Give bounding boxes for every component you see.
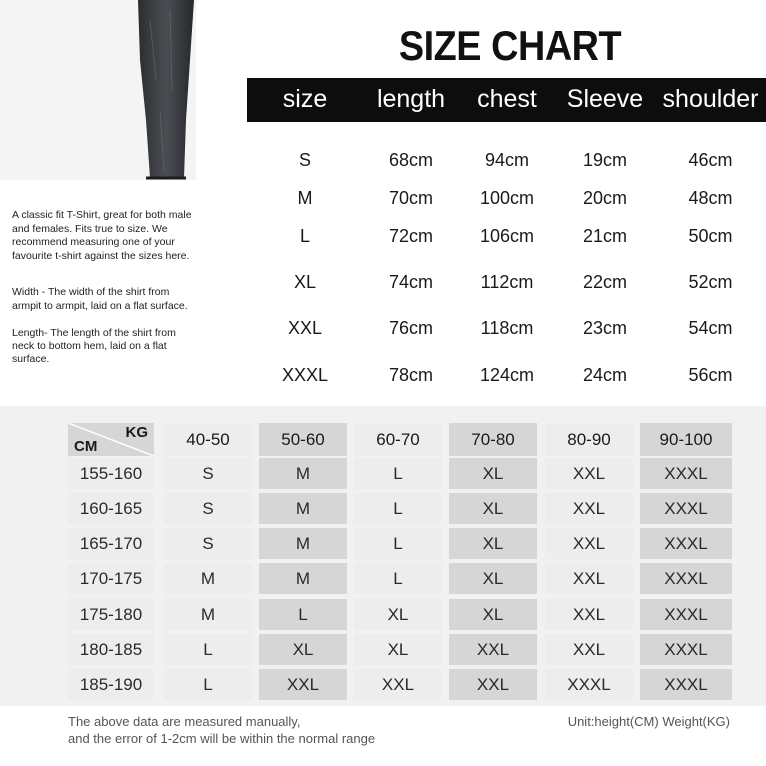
- height-row-header: 165-170: [68, 528, 154, 559]
- description-width: Width - The width of the shirt from armpit to armpit, laid on a flat surface.: [12, 286, 188, 312]
- size-cell: M: [164, 563, 252, 594]
- weight-header-cell: 50-60: [259, 423, 347, 456]
- measurement-cell: 46cm: [688, 150, 733, 170]
- size-cell: XL: [449, 458, 537, 489]
- table-corner-cell: [68, 423, 154, 456]
- measurement-disclaimer: The above data are measured manually, and the error of 1-2cm will be within the normal range: [68, 714, 376, 746]
- measurement-cell: 56cm: [688, 365, 733, 385]
- size-cell: S: [164, 493, 252, 524]
- size-cell: S: [164, 528, 252, 559]
- description-intro: A classic fit T-Shirt, great for both male and females. Fits true to size. We recommend measuring one of your favourite t-shirt against the sizes here.: [12, 209, 192, 262]
- measurement-cell: XXL: [287, 318, 323, 338]
- size-cell: XXL: [545, 634, 633, 665]
- measurement-cell: 70cm: [388, 188, 433, 208]
- measurement-row: [247, 308, 766, 348]
- size-cell: L: [354, 493, 442, 524]
- size-cell: M: [259, 458, 347, 489]
- size-cell: S: [164, 458, 252, 489]
- page-title-text: SIZE CHART: [398, 22, 622, 69]
- measurement-cell: 118cm: [480, 318, 534, 338]
- corner-label-kg: KG: [125, 424, 148, 441]
- size-cell: XXL: [449, 669, 537, 700]
- size-cell: L: [164, 669, 252, 700]
- measurement-cell: 78cm: [388, 365, 433, 385]
- weight-header-cell: 70-80: [449, 423, 537, 456]
- measurement-row: [247, 262, 766, 302]
- measurement-cell: 54cm: [688, 318, 733, 338]
- size-cell: XXXL: [640, 493, 732, 524]
- size-cell: M: [259, 493, 347, 524]
- size-cell: XL: [449, 563, 537, 594]
- measurement-cell: 94cm: [484, 150, 529, 170]
- size-cell: M: [259, 563, 347, 594]
- height-row-header: 180-185: [68, 634, 154, 665]
- height-row-header: 170-175: [68, 563, 154, 594]
- page-title: [272, 22, 747, 70]
- height-row-header: 175-180: [68, 599, 154, 630]
- product-photo-jeans: [0, 0, 196, 180]
- size-cell: XXXL: [640, 563, 732, 594]
- measurement-cell: 19cm: [582, 150, 627, 170]
- description-length: Length- The length of the shirt from neck to bottom hem, laid on a flat surface.: [12, 326, 176, 366]
- measurement-cell: 20cm: [582, 188, 627, 208]
- measurement-row: [247, 178, 766, 218]
- height-row-header: 185-190: [68, 669, 154, 700]
- corner-label-cm: CM: [74, 438, 98, 455]
- weight-header-cell: 90-100: [640, 423, 732, 456]
- size-cell: XXL: [545, 599, 633, 630]
- size-cell: XXL: [545, 493, 633, 524]
- size-cell: XXL: [545, 528, 633, 559]
- size-cell: M: [164, 599, 252, 630]
- measurement-cell: 76cm: [388, 318, 433, 338]
- size-cell: L: [164, 634, 252, 665]
- measurement-cell: 24cm: [582, 365, 627, 385]
- measurement-table-header: [247, 78, 766, 122]
- size-cell: XXXL: [640, 458, 732, 489]
- measurement-cell: 106cm: [479, 226, 535, 246]
- size-cell: XXL: [354, 669, 442, 700]
- size-cell: XXXL: [545, 669, 633, 700]
- size-cell: XL: [354, 599, 442, 630]
- size-cell: XL: [449, 599, 537, 630]
- size-cell: XXL: [449, 634, 537, 665]
- jeans-leg-illustration: [0, 0, 196, 180]
- measurement-cell: 22cm: [582, 272, 627, 292]
- measurement-cell: XXXL: [281, 365, 329, 385]
- measurement-cell: 124cm: [479, 365, 535, 385]
- measurement-cell: L: [299, 226, 310, 246]
- weight-header-cell: 60-70: [354, 423, 442, 456]
- unit-note: Unit:height(CM) Weight(KG): [567, 714, 730, 729]
- size-cell: XXL: [545, 563, 633, 594]
- size-cell: XL: [449, 528, 537, 559]
- size-cell: XXXL: [640, 669, 732, 700]
- weight-header-cell: 40-50: [164, 423, 252, 456]
- measurement-row: [247, 140, 766, 180]
- measurement-cell: 100cm: [479, 188, 535, 208]
- size-cell: L: [354, 563, 442, 594]
- header-cell-sleeve: Sleeve: [566, 85, 644, 113]
- measurement-cell: 112cm: [480, 272, 534, 292]
- measurement-cell: 21cm: [582, 226, 627, 246]
- height-row-header: 160-165: [68, 493, 154, 524]
- measurement-row: [247, 216, 766, 256]
- size-cell: XXXL: [640, 634, 732, 665]
- height-row-header: 155-160: [68, 458, 154, 489]
- measurement-cell: XL: [293, 272, 317, 292]
- measurement-cell: 72cm: [388, 226, 433, 246]
- header-cell-size: size: [282, 85, 328, 113]
- size-cell: XXXL: [640, 528, 732, 559]
- size-cell: XL: [354, 634, 442, 665]
- measurement-cell: S: [298, 150, 311, 170]
- measurement-cell: 74cm: [388, 272, 433, 292]
- measurement-cell: 48cm: [688, 188, 733, 208]
- measurement-cell: 50cm: [688, 226, 733, 246]
- size-cell: L: [259, 599, 347, 630]
- size-cell: XXL: [259, 669, 347, 700]
- header-cell-chest: chest: [477, 85, 537, 113]
- measurement-cell: 68cm: [388, 150, 433, 170]
- measurement-row: [247, 355, 766, 395]
- measurement-cell: M: [297, 188, 313, 208]
- size-cell: XL: [259, 634, 347, 665]
- weight-header-cell: 80-90: [545, 423, 633, 456]
- size-cell: M: [259, 528, 347, 559]
- header-cell-shoulder: shoulder: [662, 85, 759, 113]
- size-cell: XXXL: [640, 599, 732, 630]
- measurement-cell: 52cm: [688, 272, 733, 292]
- size-cell: L: [354, 528, 442, 559]
- size-cell: XXL: [545, 458, 633, 489]
- product-description: [12, 196, 198, 390]
- header-cell-length: length: [376, 85, 446, 113]
- size-cell: L: [354, 458, 442, 489]
- size-cell: XL: [449, 493, 537, 524]
- measurement-cell: 23cm: [582, 318, 627, 338]
